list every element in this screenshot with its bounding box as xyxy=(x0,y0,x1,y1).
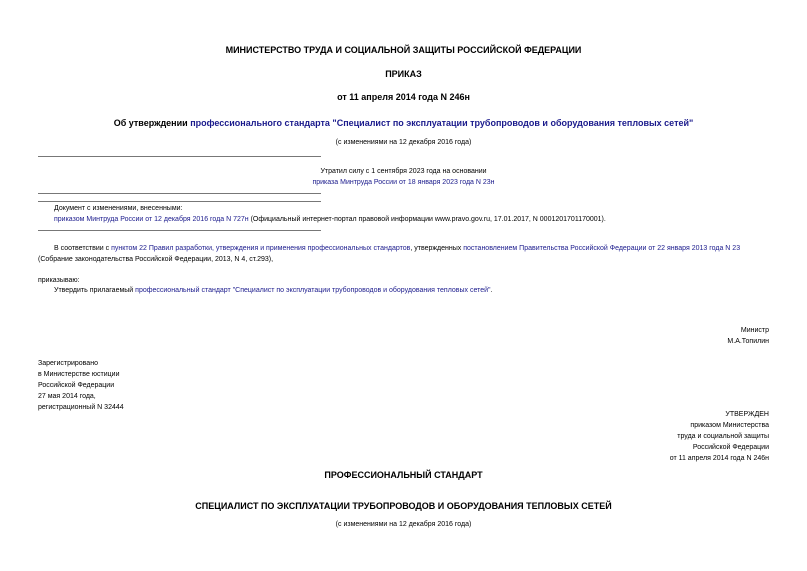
changes-line xyxy=(54,216,606,223)
registration-line: Российской Федерации xyxy=(38,382,115,389)
approval-line: от 11 апреля 2014 года N 246н xyxy=(669,455,769,462)
order-word: приказываю: xyxy=(38,277,80,284)
divider xyxy=(38,230,321,231)
preamble-text: , утвержденных xyxy=(410,245,464,252)
order-heading: ПРИКАЗ xyxy=(385,69,422,79)
approve-text: . xyxy=(490,287,493,294)
approve-line xyxy=(54,287,493,294)
standard-name: СПЕЦИАЛИСТ ПО ЭКСПЛУАТАЦИИ ТРУБОПРОВОДОВ И ОБОРУДОВАНИЯ ТЕПЛОВЫХ СЕТЕЙ xyxy=(195,501,612,511)
ministry-heading: МИНИСТЕРСТВО ТРУДА И СОЦИАЛЬНОЙ ЗАЩИТЫ РОССИЙСКОЙ ФЕДЕРАЦИИ xyxy=(225,45,582,55)
government-decree-link[interactable]: постановлением Правительства Российской Федерации от 22 января 2013 года N 23 xyxy=(463,245,741,252)
divider xyxy=(38,201,321,202)
registration-line: в Министерстве юстиции xyxy=(38,371,120,378)
registration-line: 27 мая 2014 года, xyxy=(38,393,96,400)
approval-block xyxy=(670,409,769,464)
changes-label: Документ с изменениями, внесенными: xyxy=(54,205,183,212)
order-amendments: (с изменениями на 12 декабря 2016 года) xyxy=(335,139,472,146)
standard-heading: ПРОФЕССИОНАЛЬНЫЙ СТАНДАРТ xyxy=(324,470,483,480)
order-date-number: от 11 апреля 2014 года N 246н xyxy=(337,92,470,102)
registration-line: регистрационный N 32444 xyxy=(38,404,124,411)
approval-line: УТВЕРЖДЕН xyxy=(725,411,769,418)
signature-role: Министр xyxy=(740,327,769,334)
signature-name: М.А.Топилин xyxy=(727,338,769,345)
preamble-text: В соответствии с xyxy=(54,245,112,252)
changes-source: (Официальный интернет-портал правовой информации www.pravo.gov.ru, 17.01.2017, N 0001201701170001). xyxy=(248,216,606,223)
standard-amendments: (с изменениями на 12 декабря 2016 года) xyxy=(335,521,472,528)
preamble-source: (Собрание законодательства Российской Федерации, 2013, N 4, ст.293), xyxy=(38,256,274,263)
changes-link[interactable]: приказом Минтруда России от 12 декабря 2016 года N 727н xyxy=(54,216,249,223)
rules-link[interactable]: пунктом 22 Правил разработки, утверждения и применения профессиональных стандартов xyxy=(111,245,411,252)
order-title xyxy=(0,118,807,128)
lost-force-link[interactable]: приказа Минтруда России от 18 января 2023 года N 23н xyxy=(312,179,495,186)
preamble-line xyxy=(54,245,740,252)
registration-block xyxy=(38,358,124,413)
approval-line: Российской Федерации xyxy=(692,444,769,451)
standard-link[interactable]: профессиональный стандарт "Специалист по эксплуатации трубопроводов и оборудования тепловых сетей" xyxy=(135,287,491,294)
divider xyxy=(38,193,321,194)
approve-text: Утвердить прилагаемый xyxy=(54,287,136,294)
registration-line: Зарегистрировано xyxy=(38,360,98,367)
order-title-prefix: Об утверждении xyxy=(113,118,191,128)
order-title-link[interactable]: профессионального стандарта "Специалист по эксплуатации трубопроводов и оборудования тепловых сетей" xyxy=(190,118,694,128)
lost-force-notice: Утратил силу с 1 сентября 2023 года на основании xyxy=(320,168,487,175)
divider xyxy=(38,156,321,157)
approval-line: приказом Министерства xyxy=(690,422,769,429)
approval-line: труда и социальной защиты xyxy=(677,433,769,440)
